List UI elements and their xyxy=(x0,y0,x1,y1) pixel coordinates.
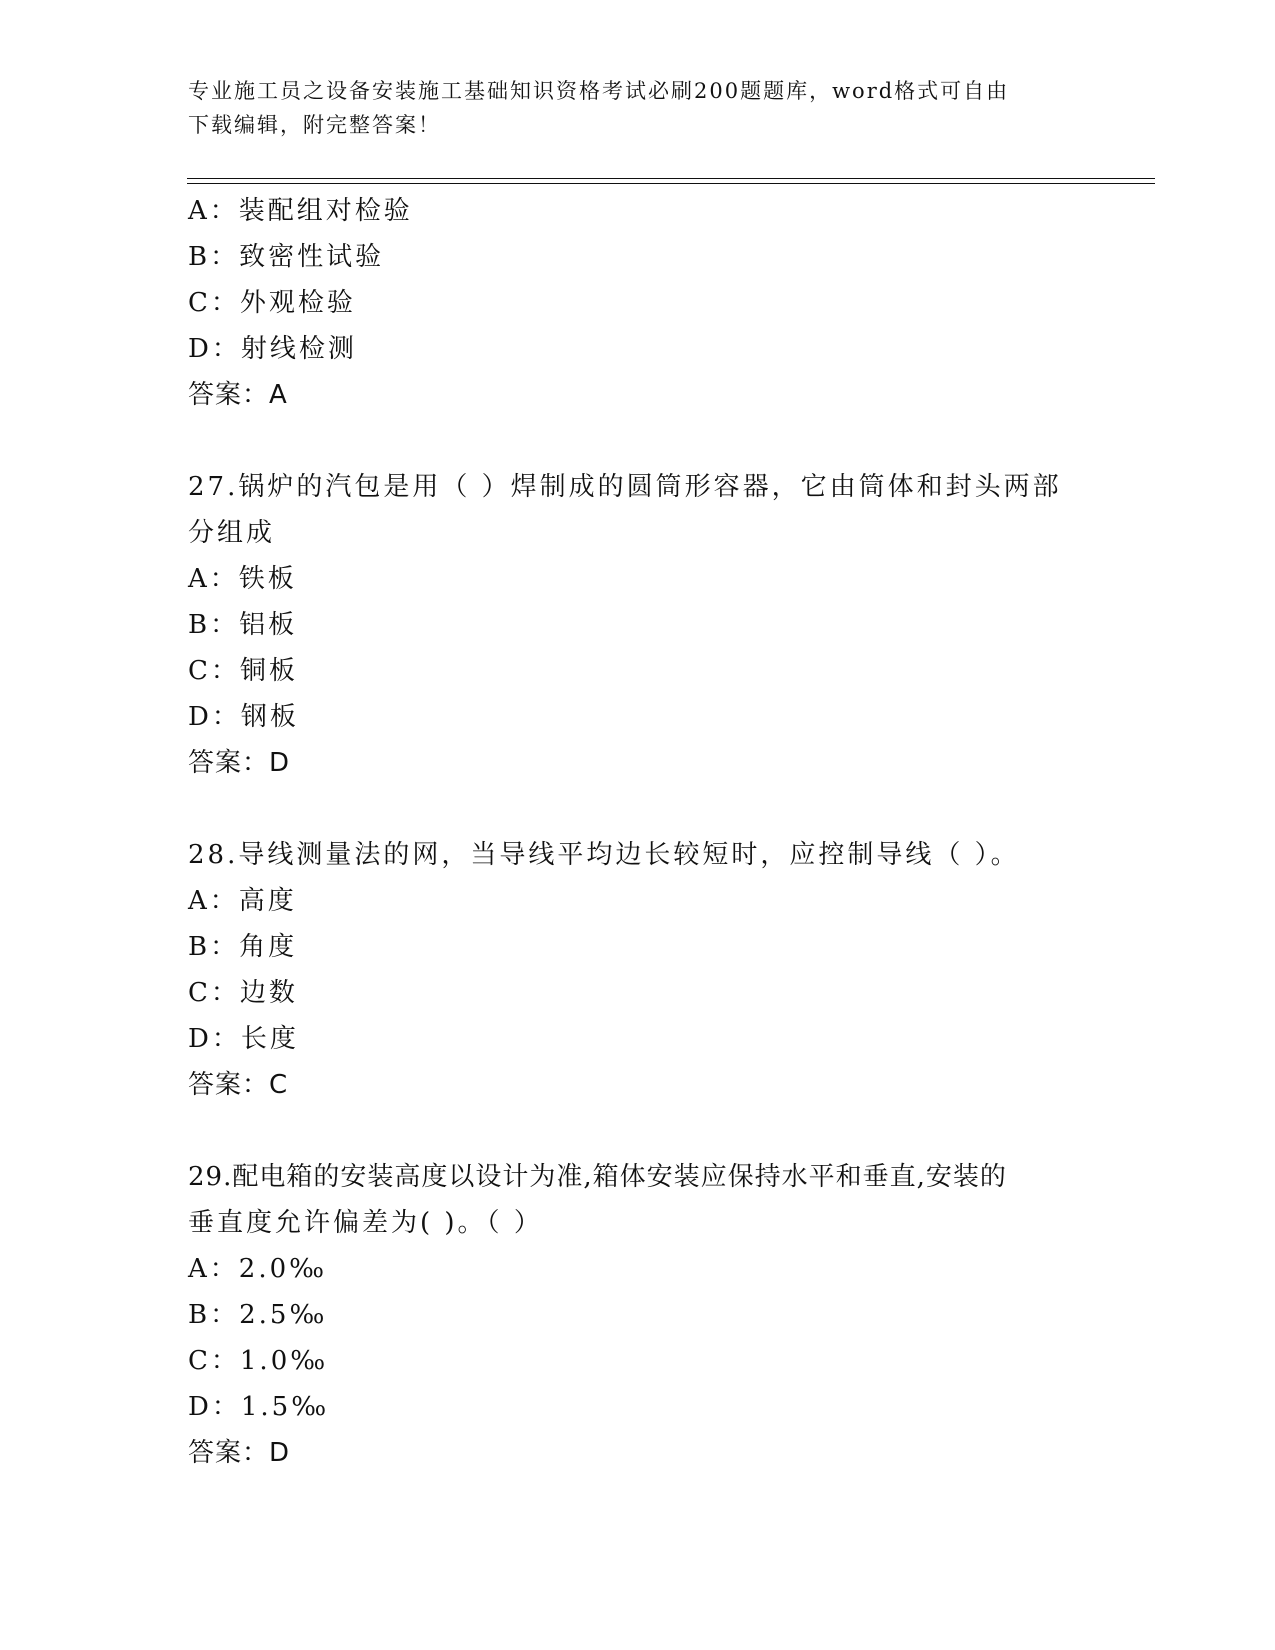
question-29-block xyxy=(188,1154,1088,1476)
option-c: C：1.0‰ xyxy=(188,1346,329,1376)
option-a: A：2.0‰ xyxy=(188,1254,328,1284)
header-divider-top xyxy=(187,178,1155,179)
question-27-block xyxy=(188,464,1088,786)
spacer xyxy=(188,1108,1088,1154)
question-26-block xyxy=(188,188,1088,418)
question-28-block xyxy=(188,832,1088,1108)
option-d: D：钢板 xyxy=(188,702,299,732)
option-a: A：铁板 xyxy=(188,564,297,594)
spacer xyxy=(188,786,1088,832)
spacer xyxy=(188,418,1088,464)
question-text-line-1: 28.导线测量法的网，当导线平均边长较短时，应控制导线（ ）。 xyxy=(188,840,1020,870)
header-line-2: 下载编辑，附完整答案！ xyxy=(188,113,441,137)
header-divider-bottom xyxy=(187,183,1155,184)
option-c: C：外观检验 xyxy=(188,288,356,318)
answer: 答案：A xyxy=(188,380,288,410)
answer: 答案：D xyxy=(188,1438,291,1468)
answer: 答案：D xyxy=(188,748,291,778)
option-b: B：致密性试验 xyxy=(188,242,385,272)
question-list xyxy=(188,188,1088,1476)
question-text-line-1: 29.配电箱的安装高度以设计为准,箱体安装应保持水平和垂直,安装的 xyxy=(188,1162,1007,1192)
option-d: D：长度 xyxy=(188,1024,299,1054)
option-d: D：1.5‰ xyxy=(188,1392,330,1422)
option-c: C：边数 xyxy=(188,978,298,1008)
document-header xyxy=(188,74,1068,142)
question-text-line-1: 27.锅炉的汽包是用（ ）焊制成的圆筒形容器，它由筒体和封头两部 xyxy=(188,472,1062,502)
option-b: B：2.5‰ xyxy=(188,1300,328,1330)
option-a: A：装配组对检验 xyxy=(188,196,413,226)
question-text-line-2: 垂直度允许偏差为( )。（ ） xyxy=(188,1208,543,1238)
option-a: A：高度 xyxy=(188,886,297,916)
answer: 答案：C xyxy=(188,1070,289,1100)
option-d: D：射线检测 xyxy=(188,334,357,364)
header-line-1: 专业施工员之设备安装施工基础知识资格考试必刷200题题库，word格式可自由 xyxy=(188,79,1010,103)
option-c: C：铜板 xyxy=(188,656,298,686)
question-text-line-2: 分组成 xyxy=(188,518,276,548)
option-b: B：角度 xyxy=(188,932,298,962)
option-b: B：铝板 xyxy=(188,610,298,640)
